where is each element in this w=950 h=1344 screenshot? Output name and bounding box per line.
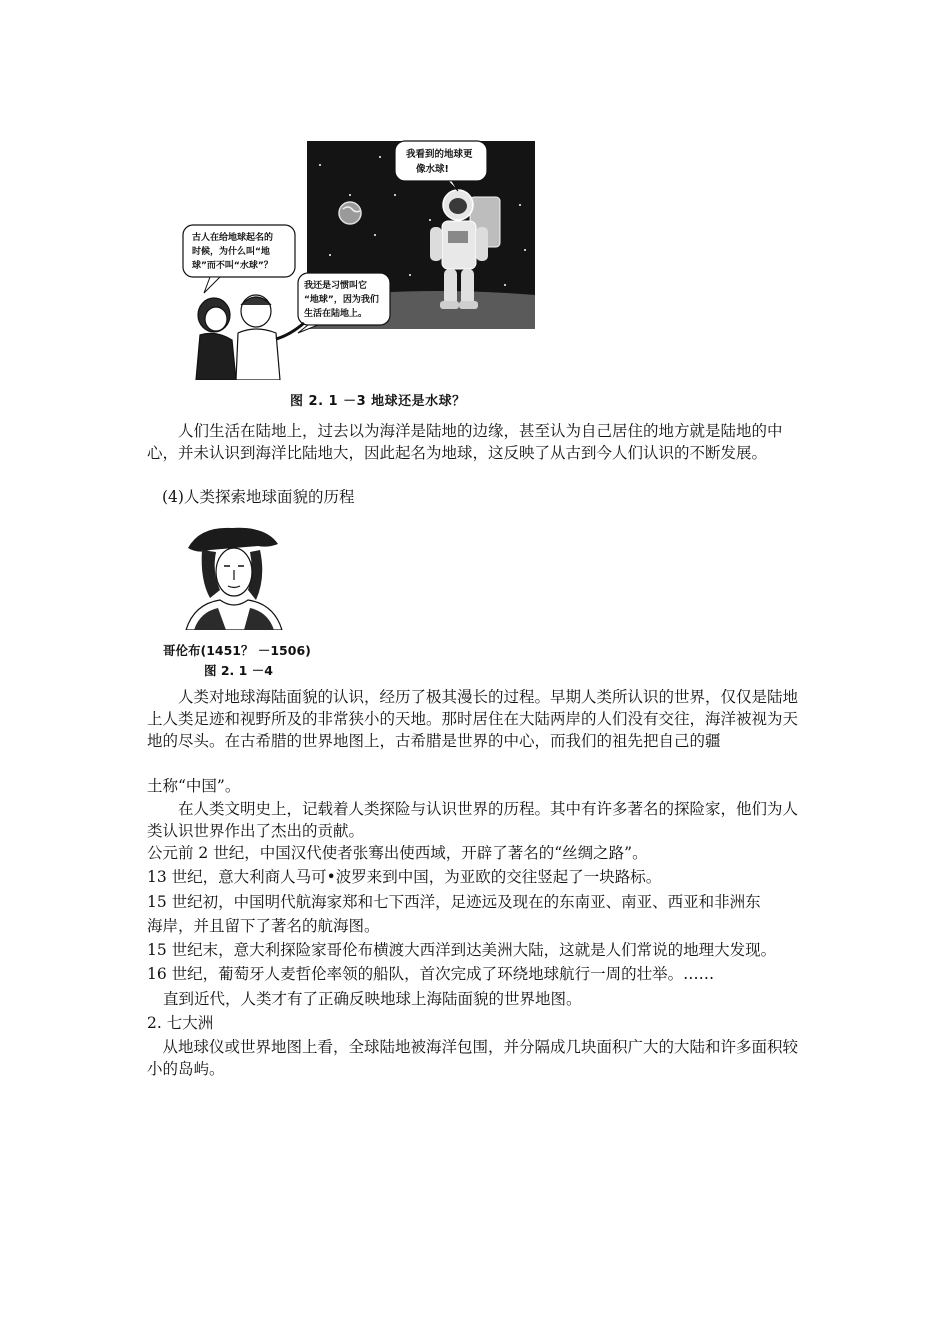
boy-bubble-line1: 我还是习惯叫它 [304, 281, 368, 291]
earth-icon [339, 202, 361, 224]
event-item: 16 世纪，葡萄牙人麦哲伦率领的船队，首次完成了环绕地球航行一周的壮举。…… [147, 965, 715, 983]
girl-bubble-line1: 古人在给地球起名的 [192, 233, 274, 243]
girl-bubble-line3: 球”而不叫“水球”？ [192, 261, 273, 271]
girl-speech-bubble [183, 225, 295, 293]
children-figures [196, 295, 304, 380]
paragraph-modern-map: 直到近代，人类才有了正确反映地球上海陆面貌的世界地图。 [163, 990, 582, 1008]
event-item: 海岸，并且留下了著名的航海图。 [147, 917, 380, 935]
section-heading-seven-continents: 2. 七大洲 [147, 1014, 214, 1032]
figure-caption-2-1-3: 图 2. 1 －3 地球还是水球？ [290, 394, 466, 409]
girl-bubble-line2: 时候，为什么叫“地 [192, 247, 270, 257]
astronaut-bubble-line2: 像水球! [416, 164, 449, 175]
section-heading-4: (4)人类探索地球面貌的历程 [162, 488, 355, 506]
event-item: 15 世纪末，意大利探险家哥伦布横渡大西洋到达美洲大陆，这就是人们常说的地理大发现。 [147, 941, 777, 959]
columbus-portrait [180, 520, 285, 630]
event-item: 13 世纪，意大利商人马可•波罗来到中国，为亚欧的交往竖起了一块路标。 [147, 868, 662, 886]
earth-or-water-illustration [180, 135, 540, 380]
portrait-name-label: 哥伦布(1451？ －1506) [163, 643, 311, 658]
svg-text:古人在给地球起名的 时候，为什么叫“地 [192, 231, 276, 271]
paragraph-continents: 从地球仪或世界地图上看，全球陆地被海洋包围，并分隔成几块面积广大的大陆和许多面积较小的岛屿。 [147, 1038, 799, 1078]
paragraph-earth-name: 人们生活在陆地上，过去以为海洋是陆地的边缘，甚至认为自己居住的地方就是陆地的中心，并未认识到海洋比陆地大，因此起名为地球，这反映了从古到今人们认识的不断发展。 [147, 422, 783, 462]
paragraph-explorers: 在人类文明史上，记载着人类探险与认识世界的历程。其中有许多著名的探险家，他们为人类认识世界作出了杰出的贡献。 [147, 800, 799, 840]
event-item: 公元前 2 世纪，中国汉代使者张骞出使西域，开辟了著名的“丝绸之路”。 [147, 844, 648, 862]
paragraph-early-world: 人类对地球海陆面貌的认识，经历了极其漫长的过程。早期人类所认识的世界，仅仅是陆地上人类足迹和视野所及的非常狭小的天地。那时居住在大陆两岸的人们没有交往，海洋被视为天地的尽头。在古希腊的世界地图上，古希腊是世界的中心，而我们的祖先把自己的疆 [147, 688, 799, 750]
boy-speech-bubble [298, 273, 390, 333]
boy-bubble-line3: 生活在陆地上。 [304, 309, 368, 319]
event-item: 15 世纪初，中国明代航海家郑和七下西洋，足迹远及现在的东南亚、南亚、西亚和非洲东 [147, 893, 761, 911]
boy-bubble-line2: “地球”，因为我们 [304, 295, 379, 305]
paragraph-early-world-continued: 土称“中国”。 [147, 777, 241, 795]
astronaut-bubble-line1: 我看到的地球更 [406, 149, 473, 160]
figure-caption-2-1-4: 图 2. 1 －4 [204, 663, 273, 678]
